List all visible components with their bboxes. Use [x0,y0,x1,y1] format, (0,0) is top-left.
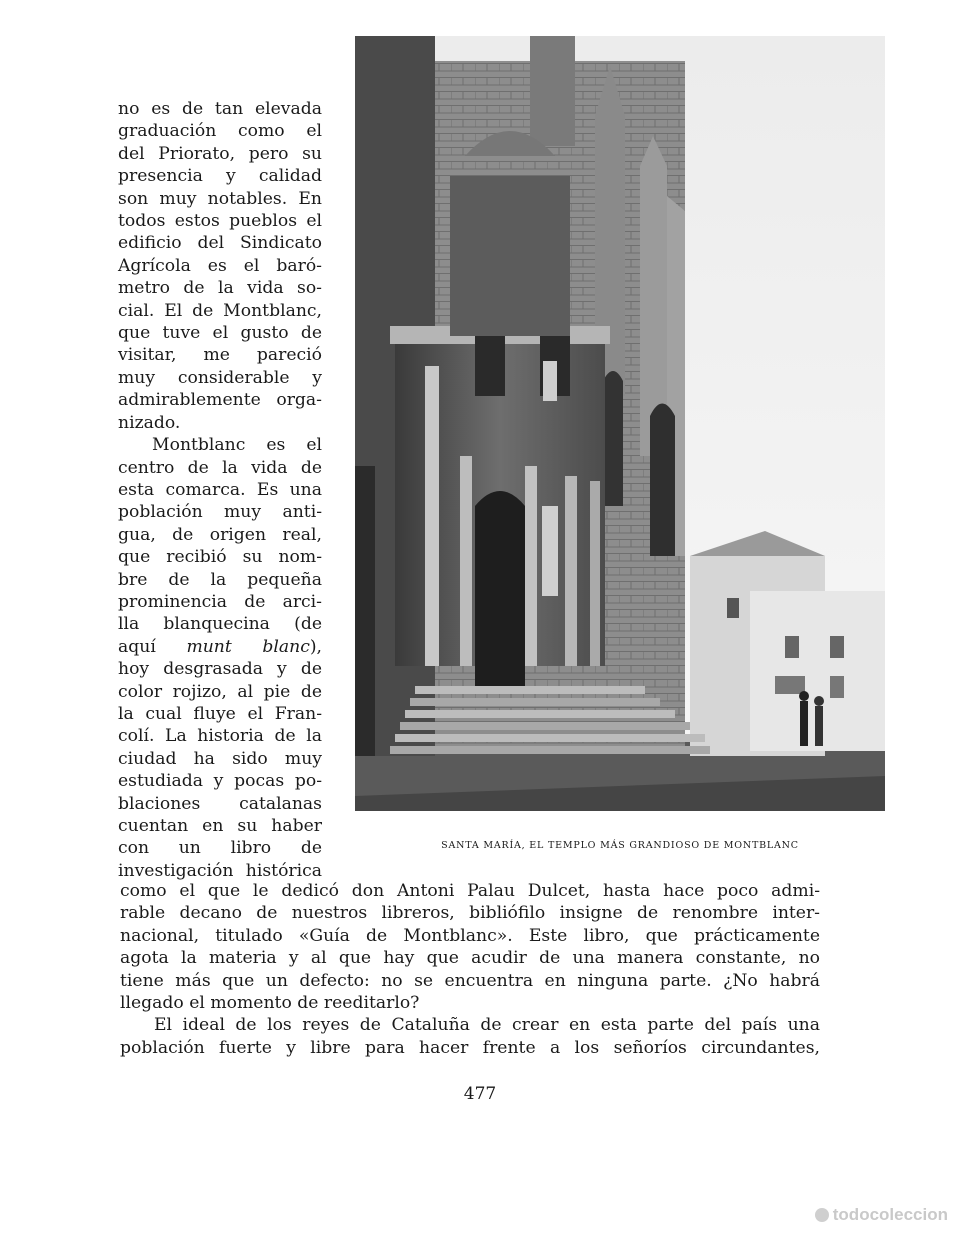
text-line: hoy desgrasada y de [118,659,322,680]
paragraph-2-start [118,434,322,882]
text-line: bre de la pequeña [118,569,322,590]
text-line: cial. El de Montblanc, [118,300,322,321]
text-line: colí. La historia de la [118,726,322,747]
paragraph-2-continuation [120,880,820,1014]
text-line: lla blanquecina (de [118,614,322,635]
text-line: rable decano de nuestros libreros, bibliófilo insigne de renombre inter- [120,903,820,924]
text-line: color rojizo, al pie de [118,681,322,702]
text-line: nizado. [118,412,181,433]
church-facade-photo [355,36,885,811]
text-line: que recibió su nom- [118,547,322,568]
narrow-text-column [118,98,322,882]
text-line: población muy anti- [118,502,322,523]
page-number: 477 [463,1084,497,1104]
text-line: Montblanc es el [152,435,322,456]
text-line: El ideal de los reyes de Cataluña de crear en esta parte del país una [154,1015,820,1036]
watermark-text: todocoleccion [832,1205,948,1224]
text-line: gua, de origen real, [118,524,322,545]
text-line: todos estos pueblos el [118,211,322,232]
paragraph-1 [118,98,322,434]
text-line: presencia y calidad [118,166,322,187]
watermark-logo-icon [815,1208,829,1222]
paragraph-3 [120,1014,820,1059]
text-line: población fuerte y libre para hacer frente a los señoríos circundantes, [120,1037,820,1058]
text-line: del Priorato, pero su [118,143,322,164]
text-line: investigación histórica [118,860,322,881]
text-line: que tuve el gusto de [118,323,322,344]
photo-caption: SANTA MARÍA, EL TEMPLO MÁS GRANDIOSO DE MONTBLANC [441,840,799,851]
text-line: metro de la vida so- [118,278,322,299]
text-line: no es de tan elevada [118,99,322,119]
text-line: ciudad ha sido muy [118,748,322,769]
text-line: llegado el momento de reeditarlo? [120,993,420,1014]
watermark [815,1205,948,1225]
text-line: muy considerable y [118,367,322,388]
text-fragment: aquí [118,636,187,657]
text-fragment: ), [309,636,323,657]
text-line: Agrícola es el baró- [118,255,322,276]
text-line: la cual fluye el Fran- [118,703,322,724]
text-line: prominencia de arci- [118,591,322,612]
photo-illustration [355,36,885,811]
full-width-text [120,880,820,1059]
text-line: cuentan en su haber [118,816,322,836]
text-line: graduación como el [118,121,322,142]
text-line: como el que le dedicó don Antoni Palau Dulcet, hasta hace poco admi- [120,881,820,901]
text-line: tiene más que un defecto: no se encuentra en ninguna parte. ¿No habrá [120,970,820,991]
text-line: blaciones catalanas [118,793,322,814]
text-line: nacional, titulado «Guía de Montblanc». Este libro, que prácticamente [120,925,820,946]
text-line: agota la materia y al que hay que acudir de una manera constante, no [120,948,820,969]
text-line: edificio del Sindicato [118,233,322,254]
text-line: estudiada y pocas po- [118,771,322,792]
text-line-munt-blanc [118,636,322,658]
text-line: son muy notables. En [118,188,322,209]
text-line: esta comarca. Es una [118,479,322,500]
text-line: admirablemente orga- [118,390,322,411]
text-line: visitar, me pareció [118,345,322,366]
text-line: centro de la vida de [118,457,322,478]
italic-term-munt-blanc: munt blanc [186,636,310,657]
text-line: con un libro de [118,838,322,859]
